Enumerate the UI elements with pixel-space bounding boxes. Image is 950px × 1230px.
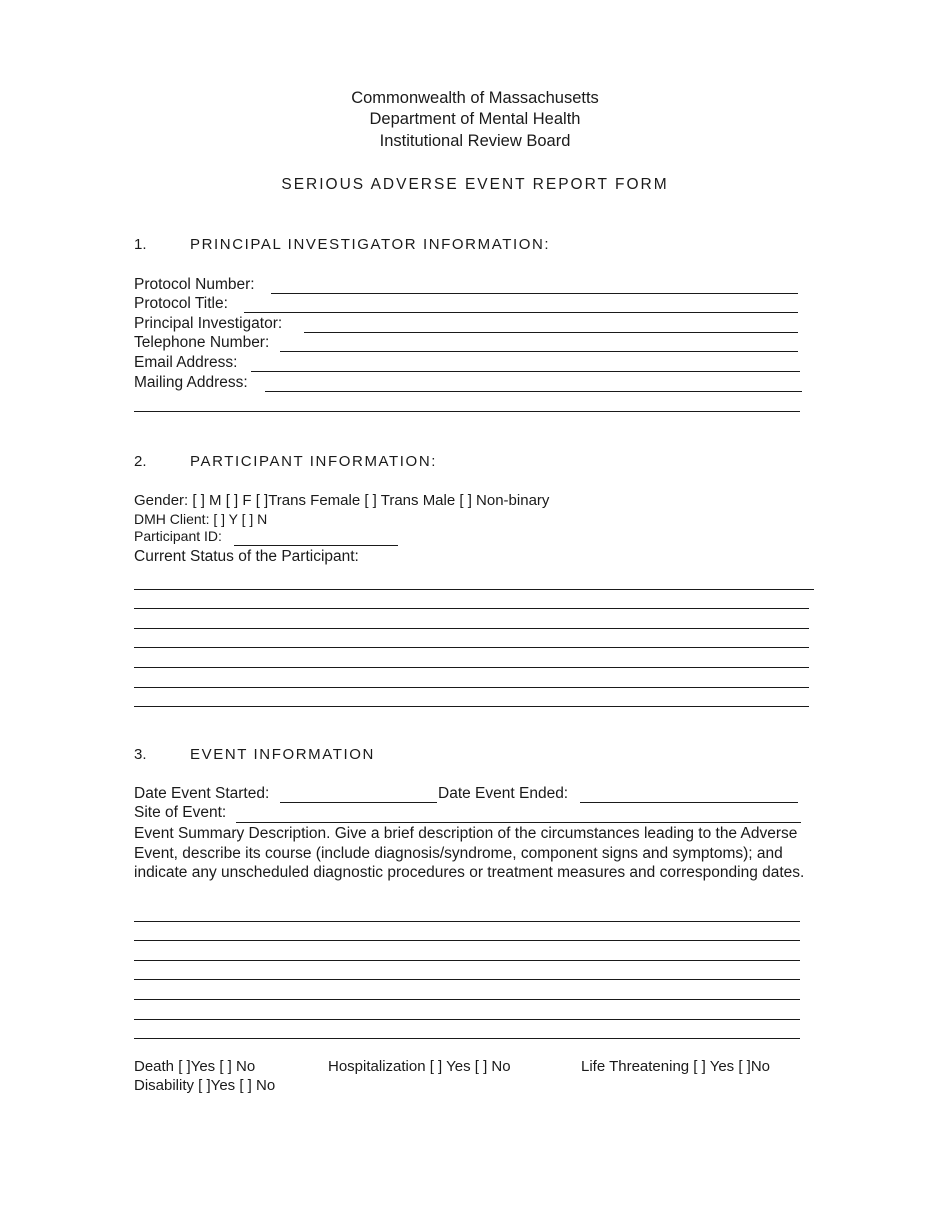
status-line-4[interactable]: [134, 647, 809, 648]
status-line-7[interactable]: [134, 706, 809, 707]
summary-line-2[interactable]: [134, 940, 800, 941]
telephone-label: Telephone Number:: [134, 334, 270, 351]
status-line-2[interactable]: [134, 608, 809, 609]
email-field[interactable]: [251, 371, 800, 372]
protocol-title-label: Protocol Title:: [134, 295, 228, 312]
status-line-1[interactable]: [134, 589, 814, 590]
section1-title: PRINCIPAL INVESTIGATOR INFORMATION:: [190, 236, 551, 253]
principal-investigator-field[interactable]: [304, 332, 798, 333]
header-department: Department of Mental Health: [369, 110, 581, 128]
form-title: SERIOUS ADVERSE EVENT REPORT FORM: [281, 176, 669, 193]
disability-options[interactable]: Disability [ ]Yes [ ] No: [134, 1077, 276, 1094]
telephone-field[interactable]: [280, 351, 798, 352]
summary-line-3[interactable]: [134, 960, 800, 961]
mailing-address-field-line2[interactable]: [134, 411, 800, 412]
date-ended-field[interactable]: [580, 802, 798, 803]
summary-line-6[interactable]: [134, 1019, 800, 1020]
protocol-number-field[interactable]: [271, 293, 798, 294]
site-label: Site of Event:: [134, 804, 227, 821]
date-started-field[interactable]: [280, 802, 437, 803]
site-field[interactable]: [236, 822, 801, 823]
gender-options[interactable]: Gender: [ ] M [ ] F [ ]Trans Female [ ] Trans Male [ ] Non-binary: [134, 492, 550, 509]
date-ended-label: Date Event Ended:: [438, 785, 569, 802]
header-board: Institutional Review Board: [379, 132, 571, 150]
status-line-6[interactable]: [134, 687, 809, 688]
summary-line-5[interactable]: [134, 999, 800, 1000]
event-summary-instructions: Event Summary Description. Give a brief description of the circumstances leading to the Adverse Event, describe its course (include diagnosis/syndrome, component signs and symptoms); and indicate any unscheduled diagnostic procedures or treatment measures and corresponding dates.: [134, 825, 805, 882]
protocol-title-field[interactable]: [244, 312, 798, 313]
section2-number: 2.: [134, 453, 147, 470]
dmh-client-options[interactable]: DMH Client: [ ] Y [ ] N: [134, 511, 268, 527]
hospitalization-options[interactable]: Hospitalization [ ] Yes [ ] No: [328, 1058, 511, 1075]
email-label: Email Address:: [134, 354, 238, 371]
death-options[interactable]: Death [ ]Yes [ ] No: [134, 1058, 256, 1075]
section3-title: EVENT INFORMATION: [190, 746, 375, 763]
section2-title: PARTICIPANT INFORMATION:: [190, 453, 438, 470]
header-agency: Commonwealth of Massachusetts: [351, 89, 599, 107]
section3-number: 3.: [134, 746, 147, 763]
protocol-number-label: Protocol Number:: [134, 276, 255, 293]
summary-line-1[interactable]: [134, 921, 800, 922]
mailing-address-field[interactable]: [265, 391, 802, 392]
participant-id-label: Participant ID:: [134, 528, 222, 544]
date-started-label: Date Event Started:: [134, 785, 270, 802]
mailing-address-label: Mailing Address:: [134, 374, 248, 391]
status-line-5[interactable]: [134, 667, 809, 668]
current-status-label: Current Status of the Participant:: [134, 548, 359, 565]
status-line-3[interactable]: [134, 628, 809, 629]
participant-id-field[interactable]: [234, 545, 398, 546]
principal-investigator-label: Principal Investigator:: [134, 315, 283, 332]
life-threatening-options[interactable]: Life Threatening [ ] Yes [ ]No: [581, 1058, 771, 1075]
summary-line-4[interactable]: [134, 979, 800, 980]
section1-number: 1.: [134, 236, 147, 253]
summary-line-7[interactable]: [134, 1038, 800, 1039]
